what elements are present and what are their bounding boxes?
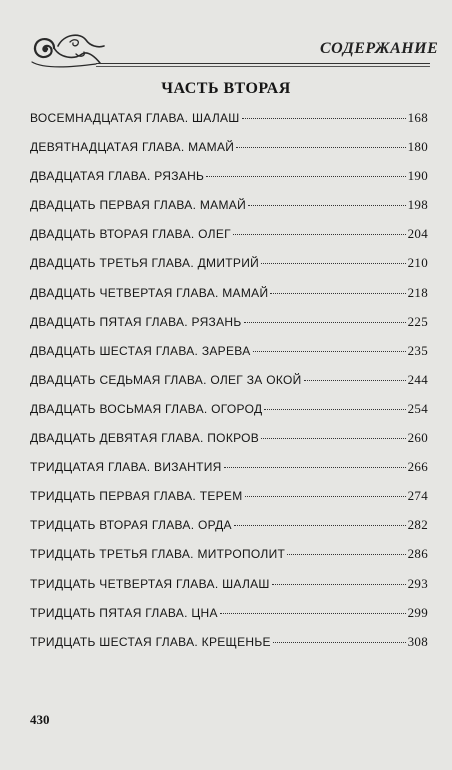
toc-entry [30,139,428,168]
toc-entry-page: 254 [407,400,428,416]
dot-leader [220,613,406,614]
toc-entry [30,255,428,284]
toc-entry-page: 260 [407,430,428,446]
toc-entry-title: ТРИДЦАТЬ ШЕСТАЯ ГЛАВА. КРЕЩЕНЬЕ [30,634,271,649]
dot-leader [273,642,406,643]
table-of-contents [30,110,428,663]
toc-entry-page: 235 [407,342,428,358]
toc-entry-title: ДЕВЯТНАДЦАТАЯ ГЛАВА. МАМАЙ [30,140,235,155]
dot-leader [261,438,406,439]
toc-entry-title: ДВАДЦАТЬ ТРЕТЬЯ ГЛАВА. ДМИТРИЙ [30,256,260,271]
toc-entry-title: ВОСЕМНАДЦАТАЯ ГЛАВА. ШАЛАШ [30,111,240,125]
toc-entry [30,401,428,430]
toc-entry-page: 282 [407,517,428,533]
toc-entry-title: ДВАДЦАТАЯ ГЛАВА. РЯЗАНЬ [30,169,205,184]
toc-entry-title: ТРИДЦАТЬ ВТОРАЯ ГЛАВА. ОРДА [30,518,232,533]
dot-leader [224,467,406,468]
toc-entry [30,343,428,372]
toc-entry [30,285,428,314]
toc-entry-page: 180 [407,139,428,155]
toc-entry [30,372,428,401]
toc-entry-page: 168 [407,110,428,125]
toc-entry [30,110,428,139]
dot-leader [264,409,405,410]
dot-leader [242,118,406,119]
dot-leader [233,234,406,235]
toc-entry [30,634,428,663]
dot-leader [261,263,406,264]
toc-entry [30,517,428,546]
dot-leader [270,293,405,294]
toc-entry-title: ДВАДЦАТЬ ДЕВЯТАЯ ГЛАВА. ПОКРОВ [30,431,260,446]
toc-entry-title: ДВАДЦАТЬ СЕДЬМАЯ ГЛАВА. ОЛЕГ ЗА ОКОЙ [30,372,302,387]
toc-entry [30,314,428,343]
dot-leader [245,496,406,497]
toc-entry-title: ТРИДЦАТЬ ТРЕТЬЯ ГЛАВА. МИТРОПОЛИТ [30,547,286,562]
toc-entry-title: ДВАДЦАТЬ ВТОРАЯ ГЛАВА. ОЛЕГ [30,227,231,242]
toc-entry [30,459,428,488]
toc-entry-page: 299 [407,604,428,620]
toc-entry-page: 204 [407,226,428,242]
toc-entry-title: ДВАДЦАТЬ ЧЕТВЕРТАЯ ГЛАВА. МАМАЙ [30,285,269,300]
toc-entry [30,430,428,459]
header-rule-secondary [96,66,430,67]
dot-leader [234,525,406,526]
toc-entry [30,197,428,226]
toc-entry-page: 308 [407,633,428,649]
part-title: ЧАСТЬ ВТОРАЯ [161,80,291,97]
toc-entry-title: ТРИДЦАТЬ ПЯТАЯ ГЛАВА. ЦНА [30,605,218,620]
toc-entry-title: ДВАДЦАТЬ ПЯТАЯ ГЛАВА. РЯЗАНЬ [30,314,242,329]
toc-entry-title: ДВАДЦАТЬ ВОСЬМАЯ ГЛАВА. ОГОРОД [30,401,263,416]
toc-entry-page: 190 [407,168,428,184]
toc-entry-page: 225 [407,313,428,329]
toc-entry [30,168,428,197]
toc-entry [30,546,428,575]
header-rule [96,63,430,64]
toc-entry-page: 210 [407,255,428,271]
toc-entry-title: ТРИДЦАТАЯ ГЛАВА. ВИЗАНТИЯ [30,460,222,475]
dot-leader [304,380,406,381]
toc-entry [30,576,428,605]
toc-entry-page: 218 [407,284,428,300]
dot-leader [287,554,405,555]
toc-entry-page: 286 [407,546,428,562]
toc-entry-title: ТРИДЦАТЬ ПЕРВАЯ ГЛАВА. ТЕРЕМ [30,489,243,504]
toc-entry [30,226,428,255]
dot-leader [272,584,406,585]
dot-leader [236,147,405,148]
dot-leader [244,322,406,323]
toc-entry-page: 293 [407,575,428,591]
dot-leader [248,205,406,206]
toc-entry-page: 198 [407,197,428,213]
toc-entry [30,488,428,517]
toc-entry-page: 266 [407,459,428,475]
dot-leader [253,351,406,352]
page-number: 430 [30,712,50,727]
section-title: СОДЕРЖАНИЕ [320,40,439,57]
toc-entry-title: ДВАДЦАТЬ ШЕСТАЯ ГЛАВА. ЗАРЕВА [30,343,251,358]
dot-leader [206,176,405,177]
toc-entry [30,605,428,634]
toc-entry-title: ТРИДЦАТЬ ЧЕТВЕРТАЯ ГЛАВА. ШАЛАШ [30,576,270,591]
toc-entry-page: 274 [407,488,428,504]
toc-entry-page: 244 [407,371,428,387]
toc-entry-title: ДВАДЦАТЬ ПЕРВАЯ ГЛАВА. МАМАЙ [30,198,246,213]
